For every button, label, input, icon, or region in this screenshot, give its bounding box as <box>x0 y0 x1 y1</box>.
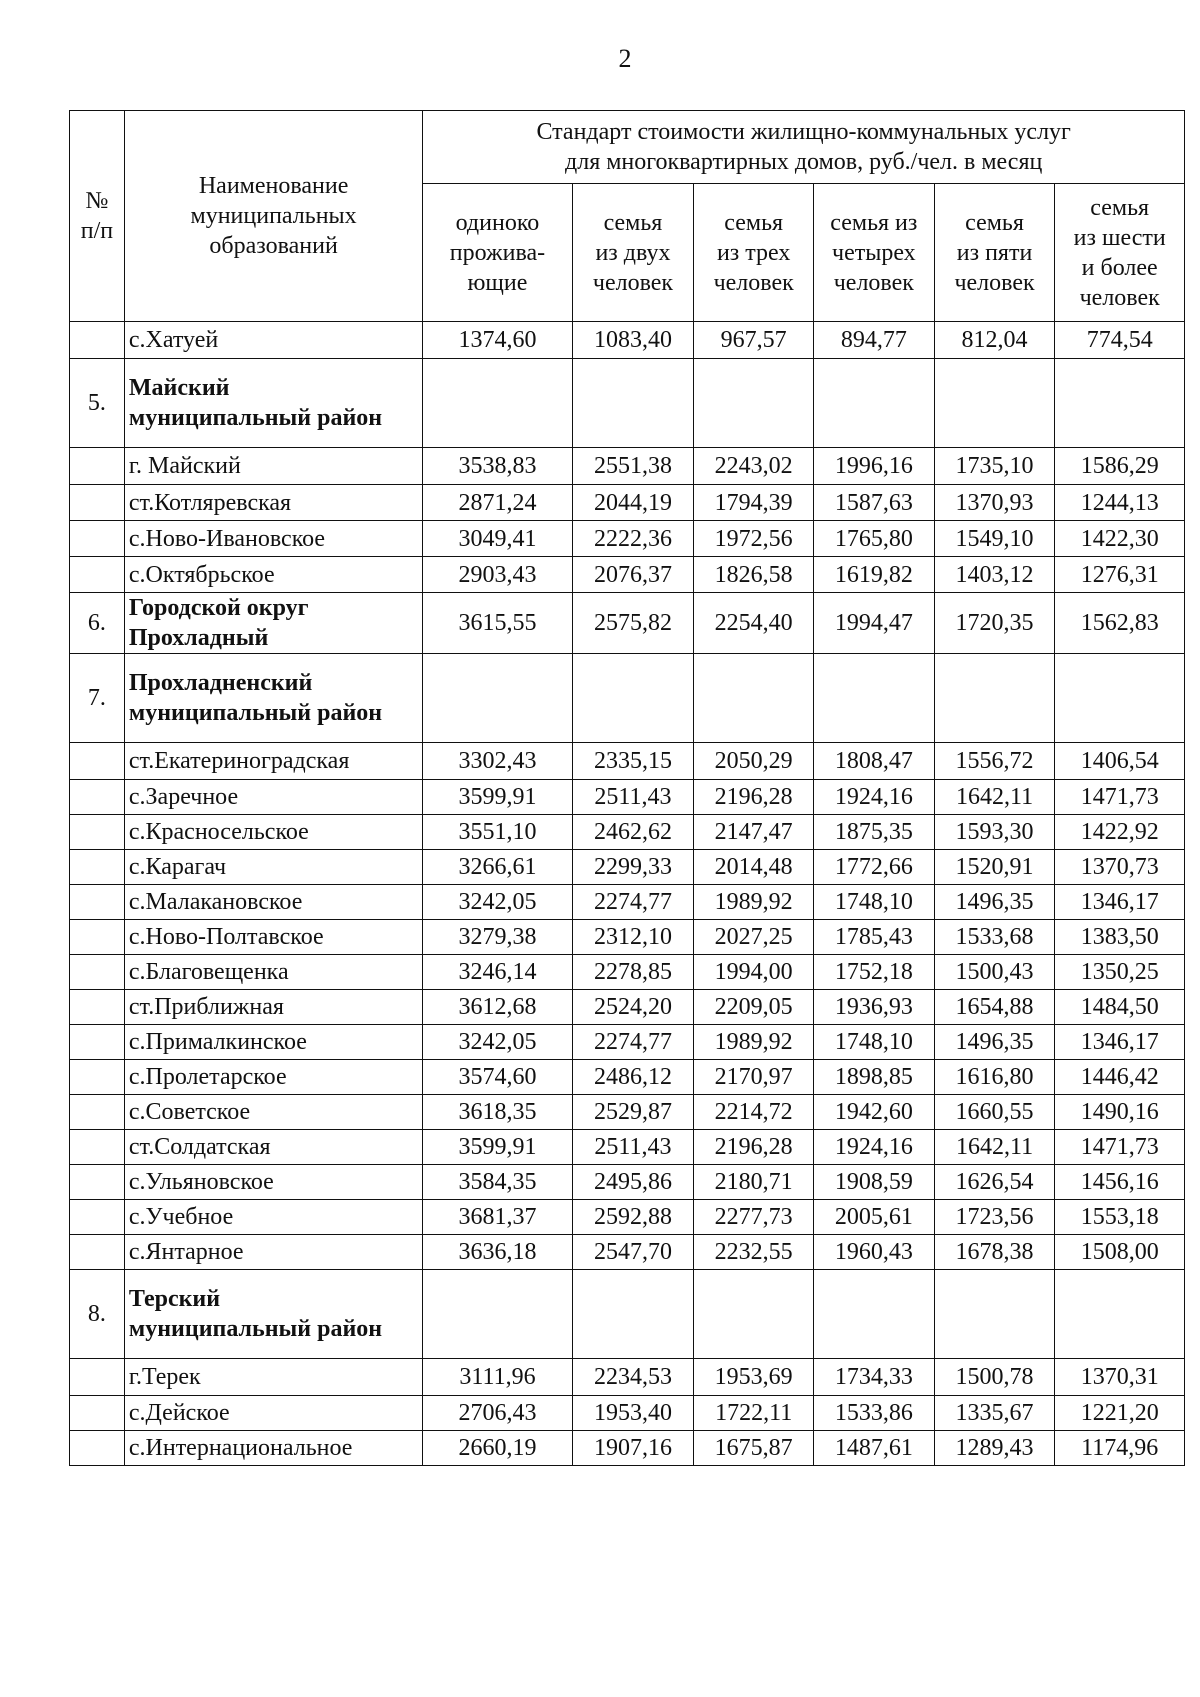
cost-value-col-5: 1642,11 <box>934 780 1055 815</box>
municipality-name: с.Октябрьское <box>124 557 422 593</box>
section-row <box>70 593 1185 654</box>
cost-value-col-6: 1244,13 <box>1055 485 1185 521</box>
table-row <box>70 322 1185 359</box>
cost-value-col-1: 2903,43 <box>423 557 572 593</box>
row-number <box>70 815 125 850</box>
cost-value-col-3: 2180,71 <box>694 1165 814 1200</box>
cost-value-col-5: 1626,54 <box>934 1165 1055 1200</box>
municipality-name: Городской округ Прохладный <box>124 593 422 654</box>
municipality-name: с.Малакановское <box>124 885 422 920</box>
cost-value-col-1: 3049,41 <box>423 521 572 557</box>
row-number: 5. <box>70 359 125 448</box>
header-name: Наименование муниципальных образований <box>124 111 422 322</box>
cost-value-col-5: 1335,67 <box>934 1396 1055 1431</box>
municipality-name: ст.Солдатская <box>124 1130 422 1165</box>
row-number <box>70 1025 125 1060</box>
cost-value-col-6: 774,54 <box>1055 322 1185 359</box>
cost-value-col-1: 3574,60 <box>423 1060 572 1095</box>
cost-value-col-2: 2511,43 <box>572 780 694 815</box>
header-col-3: семья из трех человек <box>694 184 814 322</box>
row-number <box>70 485 125 521</box>
cost-value-col-3 <box>694 1270 814 1359</box>
cost-value-col-4: 1936,93 <box>813 990 934 1025</box>
cost-value-col-6: 1406,54 <box>1055 743 1185 780</box>
cost-value-col-6: 1346,17 <box>1055 885 1185 920</box>
cost-value-col-6: 1562,83 <box>1055 593 1185 654</box>
cost-value-col-3: 2050,29 <box>694 743 814 780</box>
tariff-table <box>69 110 1185 1466</box>
municipality-name: с.Учебное <box>124 1200 422 1235</box>
cost-value-col-6: 1490,16 <box>1055 1095 1185 1130</box>
table-row <box>70 1359 1185 1396</box>
cost-value-col-3: 1953,69 <box>694 1359 814 1396</box>
row-number: 6. <box>70 593 125 654</box>
cost-value-col-1: 3615,55 <box>423 593 572 654</box>
cost-value-col-4: 1533,86 <box>813 1396 934 1431</box>
cost-value-col-4: 1619,82 <box>813 557 934 593</box>
cost-value-col-5: 1723,56 <box>934 1200 1055 1235</box>
cost-value-col-4: 1942,60 <box>813 1095 934 1130</box>
cost-value-col-6 <box>1055 1270 1185 1359</box>
cost-value-col-5: 1735,10 <box>934 448 1055 485</box>
row-number <box>70 557 125 593</box>
row-number <box>70 885 125 920</box>
table-row <box>70 557 1185 593</box>
cost-value-col-4: 1994,47 <box>813 593 934 654</box>
cost-value-col-1: 3242,05 <box>423 1025 572 1060</box>
cost-value-col-5: 1403,12 <box>934 557 1055 593</box>
cost-value-col-2: 2044,19 <box>572 485 694 521</box>
municipality-name: с.Прималкинское <box>124 1025 422 1060</box>
cost-value-col-5: 1660,55 <box>934 1095 1055 1130</box>
cost-value-col-2: 2274,77 <box>572 1025 694 1060</box>
cost-value-col-2: 2524,20 <box>572 990 694 1025</box>
cost-value-col-6: 1422,30 <box>1055 521 1185 557</box>
cost-value-col-5 <box>934 1270 1055 1359</box>
municipality-name: с.Карагач <box>124 850 422 885</box>
header-col-5: семья из пяти человек <box>934 184 1055 322</box>
row-number <box>70 1095 125 1130</box>
cost-value-col-1: 3636,18 <box>423 1235 572 1270</box>
cost-value-col-6 <box>1055 654 1185 743</box>
municipality-name: ст.Екатериноградская <box>124 743 422 780</box>
row-number <box>70 521 125 557</box>
row-number <box>70 1235 125 1270</box>
cost-value-col-1: 1374,60 <box>423 322 572 359</box>
row-number <box>70 322 125 359</box>
cost-value-col-1: 3618,35 <box>423 1095 572 1130</box>
table-row <box>70 815 1185 850</box>
cost-value-col-3: 2027,25 <box>694 920 814 955</box>
cost-value-col-4 <box>813 654 934 743</box>
cost-value-col-4: 1996,16 <box>813 448 934 485</box>
cost-value-col-5: 1720,35 <box>934 593 1055 654</box>
cost-value-col-1: 3279,38 <box>423 920 572 955</box>
cost-value-col-4: 894,77 <box>813 322 934 359</box>
cost-value-col-1: 2871,24 <box>423 485 572 521</box>
cost-value-col-5: 1370,93 <box>934 485 1055 521</box>
cost-value-col-2: 2278,85 <box>572 955 694 990</box>
cost-value-col-5: 1520,91 <box>934 850 1055 885</box>
header-col-1: одиноко прожива- ющие <box>423 184 572 322</box>
section-row <box>70 1270 1185 1359</box>
cost-value-col-4: 1748,10 <box>813 1025 934 1060</box>
cost-value-col-4: 1908,59 <box>813 1165 934 1200</box>
cost-value-col-2: 2335,15 <box>572 743 694 780</box>
cost-value-col-4: 1748,10 <box>813 885 934 920</box>
cost-value-col-4: 1924,16 <box>813 780 934 815</box>
cost-value-col-6: 1446,42 <box>1055 1060 1185 1095</box>
cost-value-col-6: 1276,31 <box>1055 557 1185 593</box>
cost-value-col-6: 1346,17 <box>1055 1025 1185 1060</box>
cost-value-col-3: 967,57 <box>694 322 814 359</box>
cost-value-col-1: 3599,91 <box>423 1130 572 1165</box>
row-number <box>70 955 125 990</box>
table-row <box>70 780 1185 815</box>
cost-value-col-1: 3538,83 <box>423 448 572 485</box>
cost-value-col-5: 1678,38 <box>934 1235 1055 1270</box>
cost-value-col-4: 1875,35 <box>813 815 934 850</box>
cost-value-col-3: 2254,40 <box>694 593 814 654</box>
municipality-name: с.Пролетарское <box>124 1060 422 1095</box>
cost-value-col-1: 3266,61 <box>423 850 572 885</box>
cost-value-col-1 <box>423 1270 572 1359</box>
municipality-name: с.Интернациональное <box>124 1431 422 1466</box>
municipality-name: с.Ново-Полтавское <box>124 920 422 955</box>
table-row <box>70 521 1185 557</box>
header-col-6: семья из шести и более человек <box>1055 184 1185 322</box>
cost-value-col-3: 1794,39 <box>694 485 814 521</box>
row-number <box>70 1396 125 1431</box>
page-number: 2 <box>618 44 632 73</box>
cost-value-col-5: 1496,35 <box>934 1025 1055 1060</box>
cost-value-col-2 <box>572 1270 694 1359</box>
table-row <box>70 1165 1185 1200</box>
table-row <box>70 1095 1185 1130</box>
table-row <box>70 955 1185 990</box>
cost-value-col-6: 1484,50 <box>1055 990 1185 1025</box>
cost-value-col-6: 1471,73 <box>1055 780 1185 815</box>
cost-value-col-2: 2076,37 <box>572 557 694 593</box>
cost-value-col-3: 2277,73 <box>694 1200 814 1235</box>
cost-value-col-4: 1960,43 <box>813 1235 934 1270</box>
row-number <box>70 448 125 485</box>
table-row <box>70 1235 1185 1270</box>
cost-value-col-1: 3612,68 <box>423 990 572 1025</box>
cost-value-col-3: 1989,92 <box>694 1025 814 1060</box>
cost-value-col-1: 2660,19 <box>423 1431 572 1466</box>
cost-value-col-6 <box>1055 359 1185 448</box>
cost-value-col-3: 1989,92 <box>694 885 814 920</box>
cost-value-col-5: 1289,43 <box>934 1431 1055 1466</box>
cost-value-col-3: 2014,48 <box>694 850 814 885</box>
cost-value-col-6: 1508,00 <box>1055 1235 1185 1270</box>
row-number <box>70 920 125 955</box>
cost-value-col-5: 1556,72 <box>934 743 1055 780</box>
header-group: Стандарт стоимости жилищно-коммунальных услуг для многоквартирных домов, руб./чел. в месяц <box>423 111 1185 184</box>
cost-value-col-2: 2222,36 <box>572 521 694 557</box>
cost-value-col-5: 1616,80 <box>934 1060 1055 1095</box>
cost-value-col-2: 2592,88 <box>572 1200 694 1235</box>
row-number: 8. <box>70 1270 125 1359</box>
cost-value-col-6: 1370,31 <box>1055 1359 1185 1396</box>
row-number <box>70 743 125 780</box>
cost-value-col-4: 1752,18 <box>813 955 934 990</box>
cost-value-col-2: 2529,87 <box>572 1095 694 1130</box>
cost-value-col-1: 3599,91 <box>423 780 572 815</box>
row-number <box>70 1060 125 1095</box>
row-number <box>70 990 125 1025</box>
municipality-name: с.Ново-Ивановское <box>124 521 422 557</box>
municipality-name: ст.Приближная <box>124 990 422 1025</box>
row-number <box>70 1431 125 1466</box>
cost-value-col-1 <box>423 359 572 448</box>
cost-value-col-3: 1972,56 <box>694 521 814 557</box>
table-row <box>70 920 1185 955</box>
row-number <box>70 1359 125 1396</box>
cost-value-col-3: 2170,97 <box>694 1060 814 1095</box>
row-number <box>70 1200 125 1235</box>
header-col-4: семья из четырех человек <box>813 184 934 322</box>
cost-value-col-2: 2299,33 <box>572 850 694 885</box>
cost-value-col-4: 1765,80 <box>813 521 934 557</box>
cost-value-col-6: 1471,73 <box>1055 1130 1185 1165</box>
cost-value-col-5: 812,04 <box>934 322 1055 359</box>
cost-value-col-4: 1924,16 <box>813 1130 934 1165</box>
cost-value-col-4: 1785,43 <box>813 920 934 955</box>
table-row <box>70 850 1185 885</box>
table-row <box>70 1025 1185 1060</box>
municipality-name: с.Хатуей <box>124 322 422 359</box>
table-row <box>70 1130 1185 1165</box>
cost-value-col-3: 2196,28 <box>694 1130 814 1165</box>
cost-value-col-3: 2147,47 <box>694 815 814 850</box>
cost-value-col-6: 1553,18 <box>1055 1200 1185 1235</box>
cost-value-col-2: 1083,40 <box>572 322 694 359</box>
row-number <box>70 850 125 885</box>
municipality-name: Терский муниципальный район <box>124 1270 422 1359</box>
municipality-name: с.Красносельское <box>124 815 422 850</box>
cost-value-col-4: 1808,47 <box>813 743 934 780</box>
cost-value-col-2: 2486,12 <box>572 1060 694 1095</box>
cost-value-col-6: 1350,25 <box>1055 955 1185 990</box>
cost-value-col-1: 3242,05 <box>423 885 572 920</box>
cost-value-col-5: 1533,68 <box>934 920 1055 955</box>
cost-value-col-1 <box>423 654 572 743</box>
row-number <box>70 1165 125 1200</box>
row-number <box>70 780 125 815</box>
cost-value-col-3: 2243,02 <box>694 448 814 485</box>
municipality-name: ст.Котляревская <box>124 485 422 521</box>
municipality-name: с.Советское <box>124 1095 422 1130</box>
table-row <box>70 448 1185 485</box>
section-row <box>70 654 1185 743</box>
cost-value-col-2: 2511,43 <box>572 1130 694 1165</box>
header-col-2: семья из двух человек <box>572 184 694 322</box>
table-row <box>70 990 1185 1025</box>
municipality-name: Прохладненский муниципальный район <box>124 654 422 743</box>
cost-value-col-3: 1826,58 <box>694 557 814 593</box>
municipality-name: г. Майский <box>124 448 422 485</box>
cost-value-col-2: 2495,86 <box>572 1165 694 1200</box>
cost-value-col-3 <box>694 359 814 448</box>
municipality-name: с.Дейское <box>124 1396 422 1431</box>
cost-value-col-5: 1496,35 <box>934 885 1055 920</box>
header-num: № п/п <box>70 111 125 322</box>
cost-value-col-6: 1370,73 <box>1055 850 1185 885</box>
cost-value-col-1: 3111,96 <box>423 1359 572 1396</box>
cost-value-col-5: 1549,10 <box>934 521 1055 557</box>
cost-value-col-4: 1734,33 <box>813 1359 934 1396</box>
cost-value-col-3: 1675,87 <box>694 1431 814 1466</box>
cost-value-col-5: 1654,88 <box>934 990 1055 1025</box>
cost-value-col-6: 1383,50 <box>1055 920 1185 955</box>
cost-value-col-3: 2209,05 <box>694 990 814 1025</box>
cost-value-col-4: 1487,61 <box>813 1431 934 1466</box>
cost-value-col-2: 2234,53 <box>572 1359 694 1396</box>
cost-value-col-5 <box>934 654 1055 743</box>
cost-value-col-5: 1593,30 <box>934 815 1055 850</box>
cost-value-col-6: 1422,92 <box>1055 815 1185 850</box>
cost-value-col-2: 2274,77 <box>572 885 694 920</box>
table-row <box>70 485 1185 521</box>
municipality-name: с.Благовещенка <box>124 955 422 990</box>
table-row <box>70 885 1185 920</box>
cost-value-col-2 <box>572 359 694 448</box>
section-row <box>70 359 1185 448</box>
cost-value-col-3 <box>694 654 814 743</box>
cost-value-col-2: 1953,40 <box>572 1396 694 1431</box>
cost-value-col-2 <box>572 654 694 743</box>
cost-value-col-4 <box>813 1270 934 1359</box>
cost-value-col-1: 3246,14 <box>423 955 572 990</box>
cost-value-col-1: 3584,35 <box>423 1165 572 1200</box>
cost-value-col-3: 2214,72 <box>694 1095 814 1130</box>
cost-value-col-6: 1174,96 <box>1055 1431 1185 1466</box>
cost-value-col-1: 3681,37 <box>423 1200 572 1235</box>
cost-value-col-6: 1221,20 <box>1055 1396 1185 1431</box>
cost-value-col-5 <box>934 359 1055 448</box>
cost-value-col-2: 2462,62 <box>572 815 694 850</box>
cost-value-col-3: 2196,28 <box>694 780 814 815</box>
cost-value-col-4 <box>813 359 934 448</box>
table-row <box>70 1200 1185 1235</box>
table-row <box>70 1396 1185 1431</box>
row-number <box>70 1130 125 1165</box>
cost-value-col-2: 2312,10 <box>572 920 694 955</box>
cost-value-col-4: 2005,61 <box>813 1200 934 1235</box>
cost-value-col-6: 1456,16 <box>1055 1165 1185 1200</box>
cost-value-col-2: 1907,16 <box>572 1431 694 1466</box>
cost-value-col-2: 2547,70 <box>572 1235 694 1270</box>
cost-value-col-3: 1994,00 <box>694 955 814 990</box>
table-body <box>70 322 1185 1466</box>
municipality-name: с.Заречное <box>124 780 422 815</box>
table-row <box>70 1431 1185 1466</box>
cost-value-col-5: 1500,43 <box>934 955 1055 990</box>
cost-value-col-4: 1898,85 <box>813 1060 934 1095</box>
cost-value-col-1: 3551,10 <box>423 815 572 850</box>
municipality-name: г.Терек <box>124 1359 422 1396</box>
cost-value-col-3: 1722,11 <box>694 1396 814 1431</box>
cost-value-col-5: 1500,78 <box>934 1359 1055 1396</box>
municipality-name: Майский муниципальный район <box>124 359 422 448</box>
municipality-name: с.Янтарное <box>124 1235 422 1270</box>
table-row <box>70 743 1185 780</box>
cost-value-col-6: 1586,29 <box>1055 448 1185 485</box>
cost-value-col-4: 1772,66 <box>813 850 934 885</box>
municipality-name: с.Ульяновское <box>124 1165 422 1200</box>
cost-value-col-2: 2551,38 <box>572 448 694 485</box>
row-number: 7. <box>70 654 125 743</box>
cost-value-col-3: 2232,55 <box>694 1235 814 1270</box>
table-row <box>70 1060 1185 1095</box>
cost-value-col-4: 1587,63 <box>813 485 934 521</box>
cost-value-col-1: 2706,43 <box>423 1396 572 1431</box>
cost-value-col-5: 1642,11 <box>934 1130 1055 1165</box>
cost-value-col-1: 3302,43 <box>423 743 572 780</box>
cost-value-col-2: 2575,82 <box>572 593 694 654</box>
